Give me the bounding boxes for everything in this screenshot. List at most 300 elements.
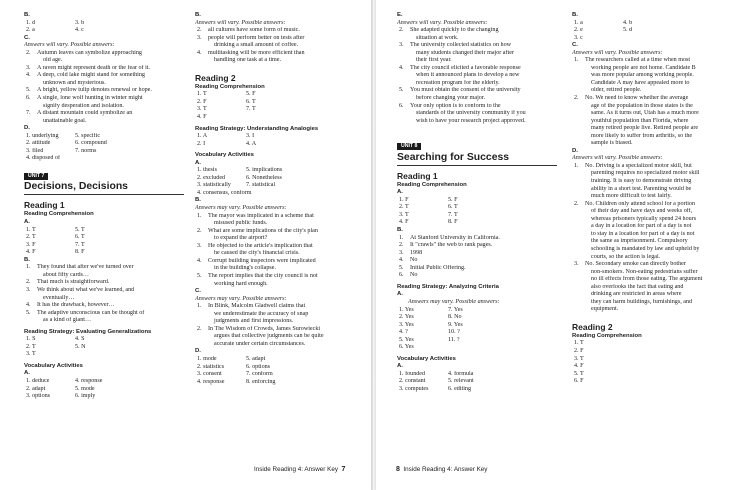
text-line: old age. [43,57,63,64]
text-line: eventually… [43,294,75,301]
answer-item: 6. options [246,363,271,370]
item-number: 4. [26,72,31,79]
text-line: of their day and have days and weeks off, [591,208,693,215]
text-line: judgments and first impressions. [214,318,294,325]
section-heading: Reading Comprehension [24,211,94,218]
answer-text: No. We need to know whether the average [585,95,689,102]
answer-item: 3. T [399,211,409,218]
unit-label-row [397,137,562,151]
right-page [376,0,748,490]
item-number: 3. [399,42,404,49]
section-heading: A. [397,363,403,370]
text-line: 3. c [574,34,583,41]
section-heading: B. [195,12,201,18]
text-line: sample is biased. [591,140,633,147]
answer-text: Your only option is to conform to the [410,102,501,109]
item-number: 3. [26,286,31,293]
answer-text: Initial Public Offering. [410,264,466,271]
text-line: 1. T [574,340,584,347]
reading-heading: Reading 1 [24,200,65,211]
answer-row [397,212,562,220]
section-heading: Vocabulary Activities [195,152,254,159]
item-number: 6. [399,272,404,279]
answer-item: 5. implications [246,167,283,174]
answer-item: 4. S [75,336,85,343]
answer-item: 2. a [26,27,35,34]
section-heading: Vocabulary Activities [24,362,83,369]
answer-item: 2. attitude [26,140,51,147]
numbered-answer [24,302,184,310]
answer-item: 2. F [197,98,207,105]
text-line: schooling is mandated by law and upheld by [591,245,700,252]
answer-row [24,242,184,250]
text-line: many students changed their major after [416,49,514,56]
item-number: 6. [26,95,31,102]
numbered-answer [24,287,184,295]
answer-text: No [410,257,418,264]
answer-item: 1. T [26,226,36,233]
answer-item: 8. F [75,249,85,256]
text-line: drinking are restricted in areas where [591,291,682,298]
answer-item: 5. specific [75,132,101,139]
numbered-answer [24,72,184,80]
numbered-answer [397,235,562,243]
answer-text: A single, lone wolf hunting in winter might [37,95,143,102]
answer-item: 7. statistical [246,182,276,189]
answer-text: That much is straightforward. [37,279,110,286]
item-number: 2. [26,279,31,286]
text-line: 3. T [574,355,584,362]
footer-title: Inside Reading 4: Answer Key [254,466,339,473]
text-line: standards of the university community if you [416,110,526,117]
text-line: drinking a small amount of coffee. [214,42,299,49]
numbered-answer [24,110,184,118]
answer-row [195,167,360,175]
answer-item: 1. F [399,196,409,203]
numbered-answer [397,257,562,265]
section-heading: C. [195,288,201,295]
section-heading: B. [572,12,578,18]
text-line: same. As it turns out, Utah has a much more [591,110,699,117]
answer-item: 4. response [197,378,225,385]
answer-row [397,322,562,330]
item-number: 1. [197,303,202,310]
answer-text: No. Secondary smoke can directly bother [585,261,686,268]
answer-text: He objected to the article's implication that [208,242,313,249]
answer-row [24,249,184,257]
answer-row [24,133,184,141]
numbered-answer [195,213,360,221]
instruction-note: Answers may vary. Possible answers: [408,298,500,305]
answer-item: 4. F [399,219,409,226]
answer-row [195,182,360,190]
answer-item: 1. Yes [399,306,414,313]
answer-row [195,99,360,107]
section-heading: B. [397,227,403,234]
section-heading: B. [195,197,201,204]
answer-item: 2. statistics [197,363,225,370]
instruction-note: Answers will vary. Possible answers: [572,49,663,56]
item-number: 1. [574,162,579,169]
text-line: also overlooks the fact that eating and [591,283,684,290]
answer-item: 4. c [75,27,84,34]
numbered-answer [24,279,184,287]
section-heading: B. [24,256,30,263]
answer-item: 5. F [246,91,256,98]
answer-item: 5. T [75,226,85,233]
numbered-answer [397,242,562,250]
text-line: their first year. [416,57,452,64]
answer-row [195,364,360,372]
text-line: we underestimate the accuracy of snap [214,310,309,317]
text-line: argues that collective judgments can be quite [214,333,324,340]
text-line: unattainable goal. [43,117,87,124]
answer-item: 6. imply [75,393,96,400]
unit-title: Decisions, Decisions [24,180,184,195]
item-number: 4. [197,49,202,56]
answer-item: 5. d [623,27,633,34]
answer-row [397,337,562,345]
unit-title: Searching for Success [397,151,557,166]
answer-row [397,378,562,386]
answer-text: What are some implications of the city's plan [208,227,318,234]
text-line: working people are not home. Candidate B [591,64,696,71]
answer-item: 1. mode [197,355,217,362]
numbered-answer [397,42,562,50]
section-heading: A. [24,370,30,377]
answer-text: We think about what we've learned, and [37,286,135,293]
section-heading: C. [572,42,578,49]
section-heading: D. [195,348,201,355]
answer-text: The report implies that the city council is not [208,272,318,279]
item-number: 2. [197,27,202,34]
item-number: 3. [197,242,202,249]
section-heading: B. [24,12,30,18]
answer-item: 8. enforcing [246,378,276,385]
answer-item: 3. F [26,241,36,248]
answer-row [24,344,184,352]
item-number: 5. [26,87,31,94]
answer-text: No [410,272,418,279]
answer-item: 2. T [26,343,36,350]
answer-text: people will perform better on tests after [208,34,305,41]
answer-text: It has the drawback, however… [37,302,115,309]
answer-text: In The Wisdom of Crowds, James Surowiecki [208,325,321,332]
answer-text: No. Driving is a specialized motor skill, but [585,162,692,169]
answer-item: 5. Yes [399,336,414,343]
answer-item: 5. N [75,343,86,350]
text-line: 5. T [574,370,584,377]
numbered-answer [572,95,737,103]
text-line: signify desperation and isolation. [43,102,124,109]
numbered-answer [24,95,184,103]
text-line: to stay in a location for part of a day is not [591,230,695,237]
answer-item: 1. S [26,336,36,343]
text-line: unknown and mysterious. [43,79,106,86]
answer-row [397,329,562,337]
answer-row [24,234,184,242]
section-heading: Reading Strategy: Analyzing Criteria [397,283,499,290]
answer-row [24,378,184,386]
answer-item: 2. excluded [197,174,226,181]
answer-text: It "crawls" the web to rank pages. [410,242,493,249]
answer-text: Autumn leaves can symbolize approaching [37,49,142,56]
text-line: Candidate A may have appealed more to [591,79,690,86]
text-line: courts, so the action is legal. [591,253,661,260]
footer-title: Inside Reading 4: Answer Key [403,466,488,473]
answer-text: A distant mountain could symbolize an [37,110,133,117]
item-number: 1. [574,57,579,64]
answer-item: 3. computes [399,385,429,392]
answer-item: 2. e [574,27,583,34]
numbered-answer [397,27,562,35]
numbered-answer [397,65,562,73]
item-number: 1. [399,234,404,241]
answer-item: 3. Yes [399,321,414,328]
section-heading: A. [195,159,201,166]
item-number: 5. [399,264,404,271]
answer-item: 3. T [197,106,207,113]
left-page [0,0,372,490]
answer-item: 3. b [75,19,85,26]
numbered-answer [195,27,360,35]
answer-row [24,20,184,28]
answer-text: 1998 [410,249,423,256]
answer-item: 6. T [448,204,458,211]
item-number: 3. [197,34,202,41]
item-number: 3. [26,64,31,71]
text-line: more likely to suffer from arthritis, so the [591,132,693,139]
answer-item: 7. Yes [448,306,463,313]
answer-row [397,314,562,322]
instruction-note: Answers may vary. Possible answers: [195,205,287,212]
answer-row [24,140,184,148]
text-line: 4. F [197,114,207,121]
answer-item: 7. T [75,241,85,248]
numbered-answer [397,103,562,111]
text-line: he caused the city's financial crisis. [214,250,300,257]
answer-item: 6. editing [448,385,472,392]
answer-item: 7. T [246,106,256,113]
text-line: age of the population in those states is the [591,102,693,109]
answer-row [24,336,184,344]
numbered-answer [397,87,562,95]
section-heading: A. [397,291,403,298]
answer-item: 5. mode [75,385,95,392]
answer-item: 7. T [448,211,458,218]
text-line: many retired people live. Retired people are [591,125,699,132]
text-line: in the building's collapse. [214,265,277,272]
answer-item: 3. statistically [197,182,231,189]
answer-item: 3. consent [197,371,222,378]
answer-item: 10. ? [448,329,460,336]
answer-row [195,133,360,141]
answer-item: 7. norms [75,147,97,154]
item-number: 2. [399,242,404,249]
answer-item: 3. I [246,133,255,140]
answer-row [195,379,360,387]
answer-item: 1. underlying [26,132,59,139]
answer-item: 2. adapt [26,385,46,392]
numbered-answer [195,50,360,58]
answer-item: 1. founded [399,370,426,377]
text-line: situation at work. [416,34,459,41]
answer-item: 2. T [399,204,409,211]
text-line: as a kind of giant… [43,317,92,324]
item-number: 6. [399,102,404,109]
numbered-answer [195,243,360,251]
text-line: to expand the airport? [214,235,268,242]
text-line: ability in a short test. Parenting would be [591,185,692,192]
answer-row [24,148,184,156]
numbered-answer [195,258,360,266]
text-line: 2. F [574,347,584,354]
item-number: 2. [574,200,579,207]
answer-row [397,197,562,205]
text-line: misused public funds. [214,220,268,227]
numbered-answer [24,65,184,73]
item-number: 2. [574,95,579,102]
answer-row [195,106,360,114]
answer-item: 8. No [448,314,462,321]
text-line: 6. Yes [399,344,414,351]
answer-item: 4. ? [399,329,408,336]
text-line: 4. F [574,363,584,370]
left-page-footer [254,466,345,473]
answer-text: The mayor was implicated in a scheme that [208,212,314,219]
numbered-answer [397,250,562,258]
answer-row [195,91,360,99]
item-number: 5. [197,272,202,279]
item-number: 4. [399,64,404,71]
answer-item: 8. F [448,219,458,226]
answer-row [195,141,360,149]
reading-heading: Reading 1 [397,170,438,181]
text-line: accurate under certain circumstances. [214,340,306,347]
instruction-note: Answers will vary. Possible answers: [397,19,488,26]
spacer [572,314,737,318]
answer-item: 3. options [26,393,51,400]
instruction-note: Answers will vary. Possible answers: [24,42,115,49]
text-line: 6. F [574,378,584,385]
numbered-answer [195,326,360,334]
answer-item: 2. constant [399,378,426,385]
answer-text: At Stanford University in California. [410,234,500,241]
answer-item: 2. I [197,140,206,147]
answer-text: multitasking will be more efficient than [208,49,305,56]
text-line: wish to have your research project approved. [416,117,526,124]
answer-item: 1. T [197,91,207,98]
answer-item: 1. A [197,133,208,140]
answer-item: 4. A [246,140,257,147]
instruction-note: Answers will vary. Possible answers: [572,155,663,162]
item-number: 4. [197,257,202,264]
answer-item: 1. thesis [197,167,217,174]
text-line: about fifty cards… [43,271,90,278]
numbered-answer [195,303,360,311]
answer-item: 1. deduce [26,377,50,384]
answer-item: 5. relevant [448,378,474,385]
answer-item: 2. Yes [399,314,414,321]
item-number: 2. [197,227,202,234]
text-line: non-smokers. Non-eating pedestrians suffer [591,268,698,275]
section-heading: Reading Comprehension [397,181,467,188]
answer-text: They found that after we've turned over [37,264,134,271]
numbered-answer [397,272,562,280]
text-line: equipment. [591,306,619,313]
section-heading: Vocabulary Activities [397,355,456,362]
unit-label: UNIT 8 [397,143,421,150]
answer-item: 5. adapt [246,355,266,362]
section-heading: C. [24,34,30,41]
right-page-footer [396,466,487,473]
text-line: working hard enough. [214,280,268,287]
text-line: handling one task at a time. [214,57,282,64]
answer-row [195,175,360,183]
answer-item: 4. response [75,377,103,384]
answer-row [397,371,562,379]
section-heading: A. [24,219,30,226]
answer-item: 6. T [246,98,256,105]
numbered-answer [195,35,360,43]
answer-text: The city council elicited a favorable response [410,64,521,71]
reading-heading: Reading 2 [195,72,236,83]
item-number: 1. [26,264,31,271]
text-line: before changing your major. [416,95,486,102]
item-number: 3. [399,249,404,256]
numbered-answer [572,201,737,209]
answer-item: 1. d [26,19,36,26]
answer-text: A bright, yellow tulip denotes renewal or hope. [37,87,152,94]
section-heading: Reading Strategy: Evaluating Generalizations [24,328,152,335]
right-page-column-2 [572,12,737,386]
item-number: 2. [197,325,202,332]
answer-row [397,219,562,227]
numbered-answer [24,50,184,58]
answer-item: 4. b [623,19,633,26]
unit-label-row [24,167,184,181]
answer-row [572,27,737,35]
text-line: youthful population than Florida, where [591,117,689,124]
section-heading: Reading Comprehension [195,83,265,90]
answer-item: 4. F [26,249,36,256]
text-line: 4. disposed of [26,155,61,162]
right-page-column-1 [397,12,562,394]
item-number: 5. [26,309,31,316]
section-heading: E. [397,12,403,18]
numbered-answer [572,261,737,269]
section-heading: Reading Comprehension [572,332,642,339]
numbered-answer [195,228,360,236]
answer-item: 11. ? [448,336,460,343]
answer-row [572,20,737,28]
answer-item: 5. F [448,196,458,203]
answer-item: 3. filed [26,147,44,154]
left-page-column-1 [24,12,184,401]
section-heading: D. [24,125,30,132]
answer-item: 1. a [574,19,583,26]
answer-row [24,393,184,401]
item-number: 4. [26,302,31,309]
answer-item: 9. Yes [448,321,463,328]
section-heading: D. [572,147,578,154]
answer-text: The adaptive unconscious can be thought of [37,309,145,316]
numbered-answer [572,163,737,171]
answer-text: In Blink, Malcolm Gladwell claims that [208,303,306,310]
left-page-column-2 [195,12,360,386]
instruction-note: Answers may vary. Possible answers: [195,295,287,302]
text-line: 3. T [26,351,36,358]
